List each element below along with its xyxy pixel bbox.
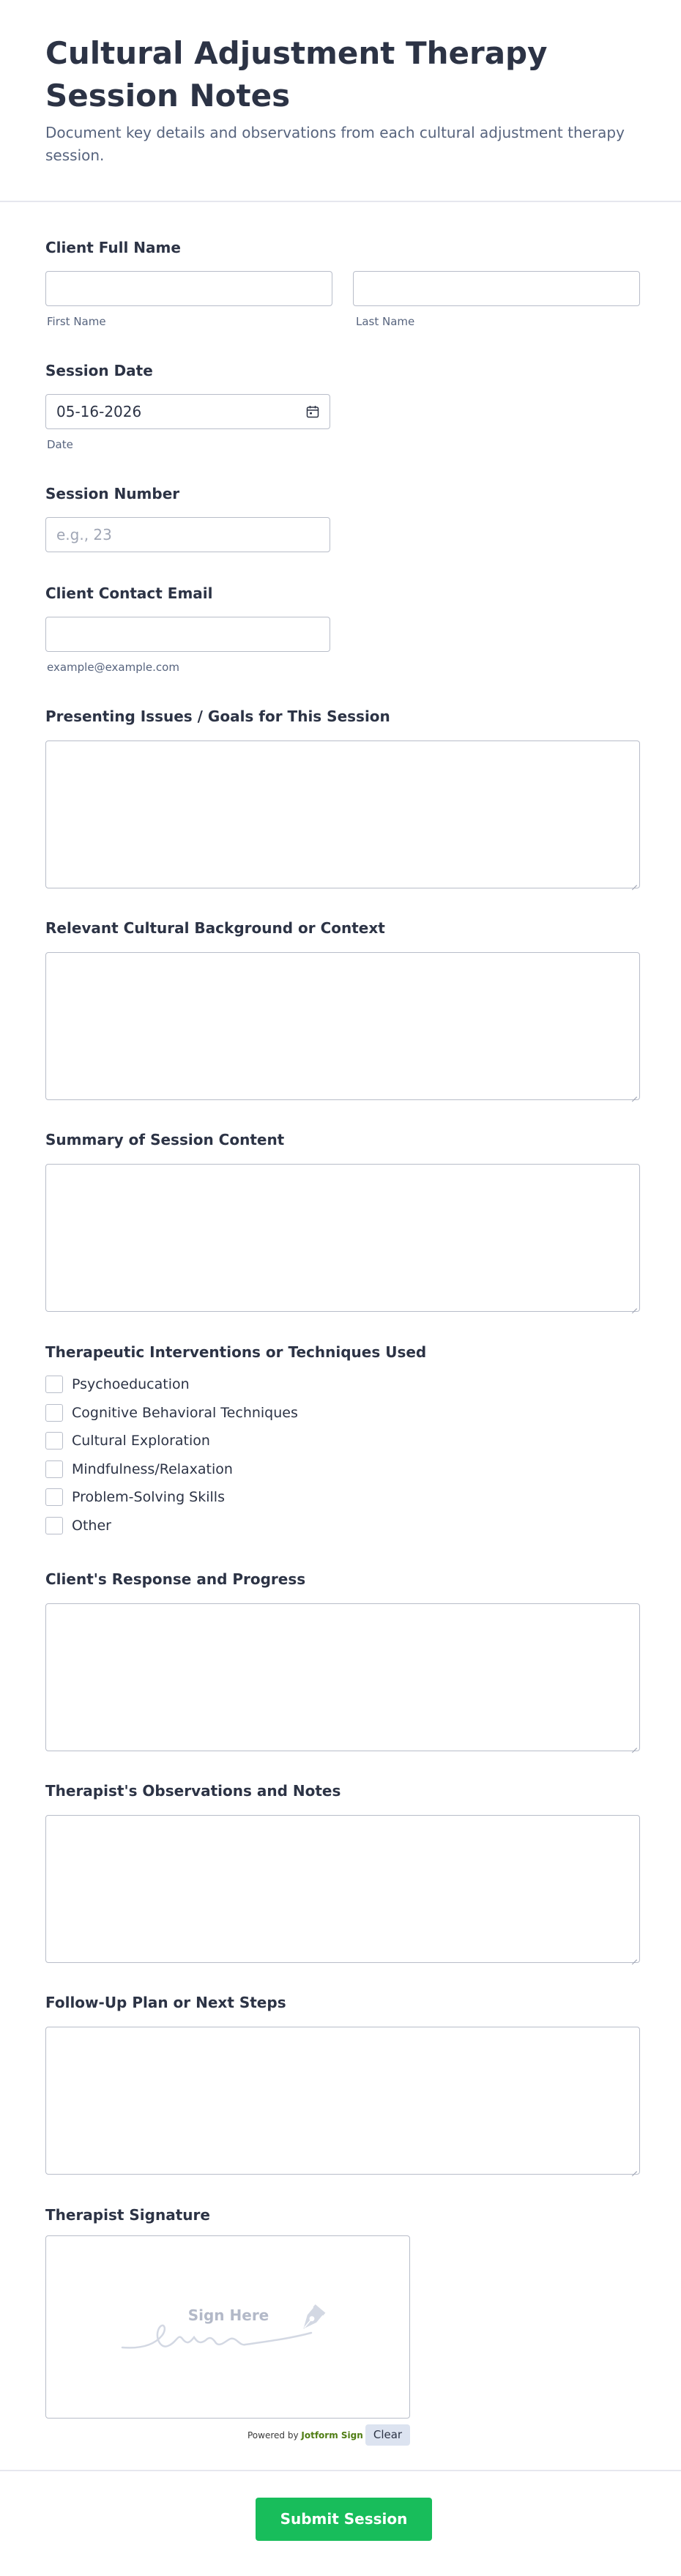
last-name-input[interactable] — [353, 271, 640, 306]
checkbox[interactable] — [45, 1488, 63, 1506]
clear-signature-button[interactable]: Clear — [365, 2424, 410, 2446]
signature-placeholder: Sign Here — [187, 2306, 269, 2324]
client-response-textarea[interactable] — [45, 1603, 640, 1751]
intervention-option[interactable] — [45, 1515, 111, 1536]
checkbox[interactable] — [45, 1517, 63, 1534]
checkbox[interactable] — [45, 1404, 63, 1422]
contact-email-label: Client Contact Email — [45, 584, 213, 602]
form-title: Cultural Adjustment Therapy Session Notes — [45, 35, 548, 114]
intervention-option-label: Cultural Exploration — [72, 1433, 210, 1449]
intervention-option-label: Other — [72, 1518, 111, 1534]
resize-handle-icon[interactable] — [630, 1742, 638, 1749]
contact-email-sublabel: example@example.com — [47, 661, 179, 674]
intervention-option[interactable] — [45, 1374, 190, 1395]
session-number-input[interactable] — [45, 517, 330, 552]
form-header — [0, 0, 681, 202]
checkbox[interactable] — [45, 1460, 63, 1478]
client-response-field — [45, 1569, 640, 1752]
session-summary-textarea[interactable] — [45, 1164, 640, 1312]
session-number-placeholder: e.g., 23 — [56, 526, 112, 543]
session-date-input[interactable] — [45, 394, 330, 429]
resize-handle-icon[interactable] — [630, 1953, 638, 1961]
session-summary-field — [45, 1129, 640, 1313]
cultural-background-label: Relevant Cultural Background or Context — [45, 919, 385, 937]
presenting-issues-field — [45, 706, 640, 889]
first-name-input[interactable] — [45, 271, 332, 306]
client-name-label: Client Full Name — [45, 239, 181, 256]
pen-nib-icon — [294, 2304, 327, 2337]
signature-label: Therapist Signature — [45, 2206, 210, 2224]
session-number-label: Session Number — [45, 485, 180, 502]
submit-button[interactable]: Submit Session Notes — [256, 2498, 432, 2541]
follow-up-textarea[interactable] — [45, 2027, 640, 2175]
resize-handle-icon[interactable] — [630, 879, 638, 886]
form-footer — [0, 2470, 681, 2576]
intervention-option[interactable] — [45, 1487, 225, 1507]
client-response-label: Client's Response and Progress — [45, 1570, 306, 1588]
client-name-field — [45, 237, 640, 333]
interventions-label: Therapeutic Interventions or Techniques Used — [45, 1343, 427, 1361]
signature-pad[interactable] — [45, 2235, 410, 2419]
therapist-observations-field — [45, 1781, 640, 1964]
contact-email-field — [45, 583, 640, 678]
session-date-sublabel: Date — [47, 438, 73, 451]
therapist-observations-textarea[interactable] — [45, 1815, 640, 1963]
follow-up-label: Follow-Up Plan or Next Steps — [45, 1994, 286, 2011]
calendar-icon[interactable] — [306, 405, 319, 418]
session-date-label: Session Date — [45, 362, 153, 379]
interventions-field — [45, 1342, 640, 1541]
intervention-option-label: Problem-Solving Skills — [72, 1489, 225, 1505]
intervention-option-label: Mindfulness/Relaxation — [72, 1461, 233, 1477]
resize-handle-icon[interactable] — [630, 1091, 638, 1098]
resize-handle-icon[interactable] — [630, 2165, 638, 2172]
therapist-observations-label: Therapist's Observations and Notes — [45, 1782, 341, 1800]
checkbox[interactable] — [45, 1432, 63, 1450]
cultural-background-field — [45, 918, 640, 1101]
intervention-option-label: Psychoeducation — [72, 1376, 190, 1392]
intervention-option[interactable] — [45, 1430, 210, 1451]
session-number-field — [45, 483, 640, 557]
contact-email-input[interactable] — [45, 617, 330, 652]
session-date-value: 05-16-2026 — [56, 403, 142, 420]
intervention-option[interactable] — [45, 1459, 233, 1480]
signature-field — [45, 2205, 640, 2454]
presenting-issues-textarea[interactable] — [45, 740, 640, 888]
cultural-background-textarea[interactable] — [45, 952, 640, 1100]
powered-brand-link[interactable]: Jotform Sign — [301, 2430, 363, 2440]
powered-by-text — [248, 2430, 363, 2440]
session-date-field — [45, 360, 640, 456]
follow-up-field — [45, 1992, 640, 2175]
session-summary-label: Summary of Session Content — [45, 1131, 285, 1148]
presenting-issues-label: Presenting Issues / Goals for This Session — [45, 708, 390, 725]
intervention-option[interactable] — [45, 1403, 298, 1423]
intervention-option-label: Cognitive Behavioral Techniques — [72, 1405, 298, 1421]
checkbox[interactable] — [45, 1376, 63, 1393]
form-subtitle: Document key details and observations from each cultural adjustment therapy session. — [45, 124, 625, 164]
powered-prefix: Powered by — [248, 2430, 299, 2440]
first-name-sublabel: First Name — [47, 315, 106, 328]
last-name-sublabel: Last Name — [356, 315, 415, 328]
resize-handle-icon[interactable] — [630, 1302, 638, 1310]
